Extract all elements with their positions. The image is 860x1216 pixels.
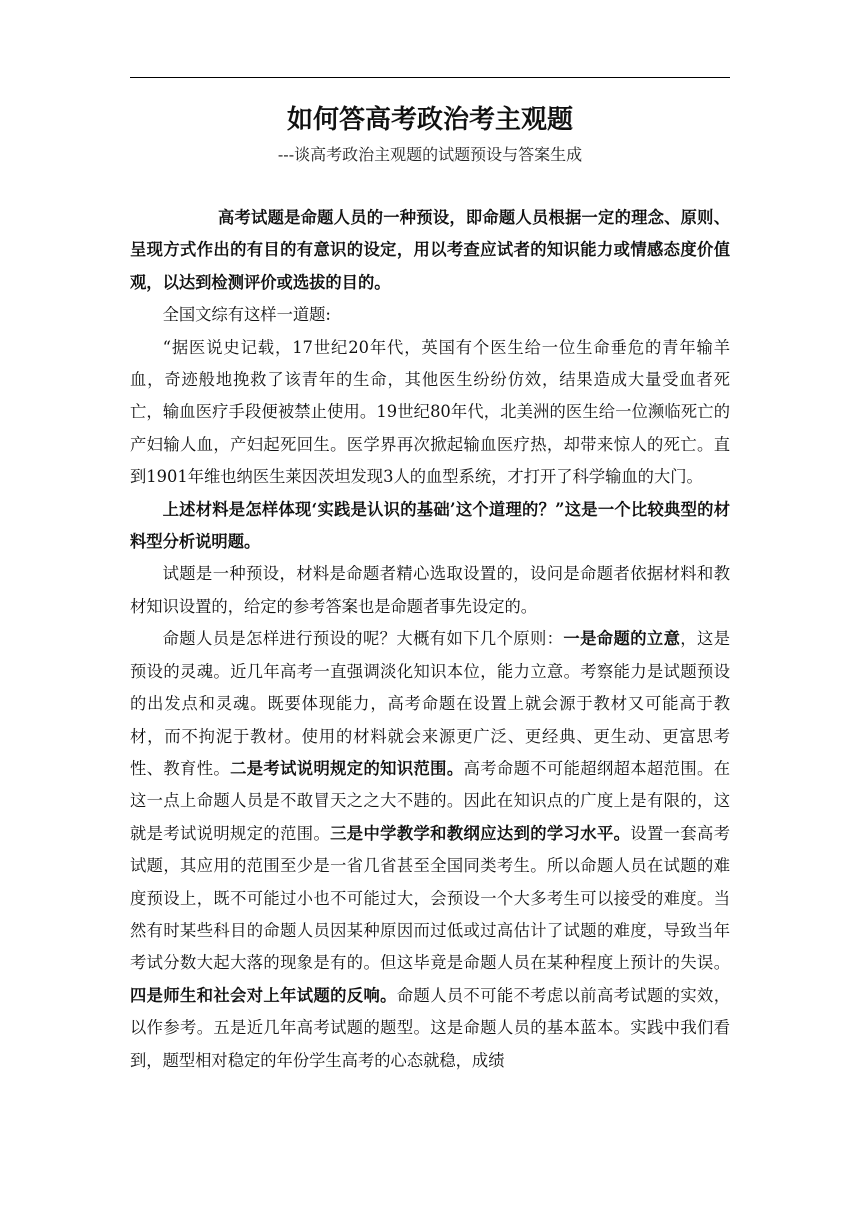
document-subtitle: ---谈高考政治主观题的试题预设与答案生成 [277,145,583,164]
header-rule [130,77,730,78]
text-segment-bold: 二是考试说明规定的知识范围。 [230,758,464,778]
text-segment-bold: 四是师生和社会对上年试题的反响。 [130,985,397,1005]
paragraph-presupposition [130,558,730,623]
paragraph-material [130,332,730,494]
paragraph-question [130,494,730,559]
text-segment: 全国文综有这样一道题: [162,305,331,325]
document-title: 如何答高考政治考主观题 [286,105,573,135]
text-segment: 设置一套高考试题，其应用的范围至少是一省几省甚至全国同类考生。所以命题人员在试题的难度预设上，既不可能过小也不可能过大，会预设一个大多考生可以接受的难度。当然有时某些科目的命题人员因某种原因而过低或过高估计了试题的难度，导致当年考试分数大起大落的现象是有的。但这毕竟是命题人员在某种程度上预计的失误。 [130,823,730,973]
paragraph-question-intro [130,299,730,331]
text-segment: 上述材料是怎样体现‘实践是认识的基础’这个道理的？”这是一个比较典型的材料型分析说明题。 [130,499,730,552]
text-segment: ，这是预设的灵魂。近几年高考一直强调淡化知识本位，能力立意。考察能力是试题预设的出发点和灵魂。既要体现能力，高考命题在设置上就会源于教材又可能高于教材，而不拘泥于教材。使用的材料就会来源更广泛、更经典、更生动、更富思考性、教育性。 [130,629,730,778]
text-segment: 试题是一种预设，材料是命题者精心选取设置的，设问是命题者依据材料和教材知识设置的，给定的参考答案也是命题者事先设定的。 [130,564,730,616]
text-segment: 命题人员不可能不考虑以前高考试题的实效，以作参考。五是近几年高考试题的题型。这是命题人员的基本蓝本。实践中我们看到，题型相对稳定的年份学生高考的心态就稳，成绩 [130,985,730,1070]
paragraph-intro [130,202,730,299]
text-segment: 命题人员是怎样进行预设的呢？大概有如下几个原则： [162,629,564,649]
text-segment: 高考试题是命题人员的一种预设，即命题人员根据一定的理念、原则、呈现方式作出的有目的有意识的设定，用以考查应试者的知识能力或情感态度价值观，以达到检测评价或选拔的目的。 [130,208,730,292]
text-segment-bold: 一是命题的立意 [563,629,681,649]
paragraph-principles [130,623,730,1077]
text-segment-bold: 三是中学教学和教纲应达到的学习水平。 [330,823,631,843]
text-segment: “据医说史记载，17世纪20年代，英国有个医生给一位生命垂危的青年输羊血，奇迹般地挽救了该青年的生命，其他医生纷纷仿效，结果造成大量受血者死亡，输血医疗手段便被禁止使用。19世纪80年代，北美洲的医生给一位濒临死亡的产妇输人血，产妇起死回生。医学界再次掀起输血医疗热，却带来惊人的死亡。直到1901年维也纳医生莱因茨坦发现3人的血型系统，才打开了科学输血的大门。 [130,337,730,487]
document-body [130,202,730,1077]
text-segment: 高考命题不可能超纲超本超范围。在这一点上命题人员是不敢冒天之之大不韪的。因此在知识点的广度上是有限的，这就是考试说明规定的范围。 [130,758,730,843]
